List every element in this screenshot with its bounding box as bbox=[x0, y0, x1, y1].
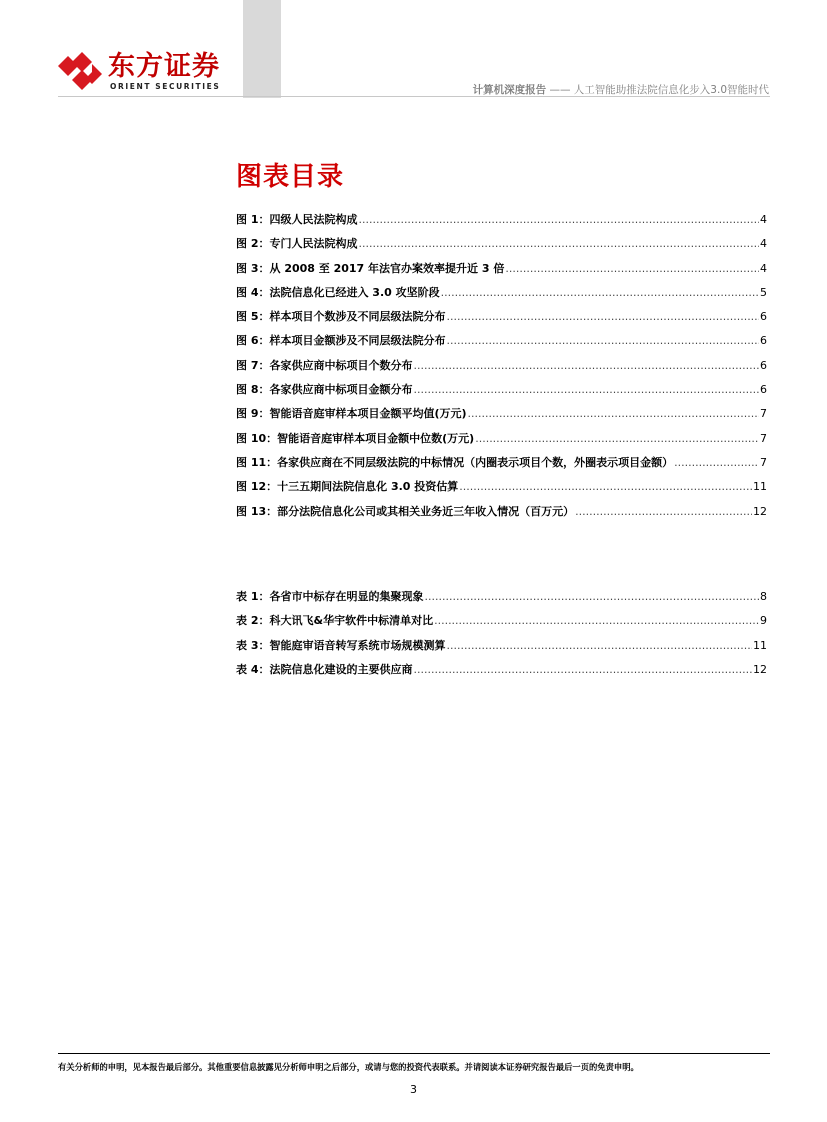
toc-entry-page: 6 bbox=[760, 310, 767, 324]
toc-dot-leader bbox=[468, 407, 759, 420]
toc-entry-page: 6 bbox=[760, 358, 767, 372]
toc-dot-leader bbox=[575, 505, 752, 518]
toc-entry-label: 图 13：部分法院信息化公司或其相关业务近三年收入情况（百万元） bbox=[236, 504, 575, 518]
toc-dot-leader bbox=[459, 480, 752, 493]
toc-entry-label: 图 5：样本项目个数涉及不同层级法院分布 bbox=[236, 310, 446, 324]
toc-entry-page: 12 bbox=[753, 662, 767, 676]
figure-list bbox=[236, 211, 767, 527]
toc-entry-label: 图 10：智能语音庭审样本项目金额中位数(万元) bbox=[236, 431, 475, 445]
toc-entry[interactable] bbox=[236, 454, 767, 478]
toc-entry-label: 图 9：智能语音庭审样本项目金额平均值(万元) bbox=[236, 407, 467, 421]
toc-entry[interactable] bbox=[236, 260, 767, 284]
header-rule bbox=[58, 96, 770, 97]
toc-entry[interactable] bbox=[236, 612, 767, 636]
toc-entry-label: 图 2：专门人民法院构成 bbox=[236, 237, 358, 251]
toc-entry-page: 9 bbox=[760, 614, 767, 628]
footer-disclaimer: 有关分析师的申明，见本报告最后部分。其他重要信息披露见分析师申明之后部分，或请与您的投资代表联系。并请阅读本证券研究报告最后一页的免责申明。 bbox=[58, 1062, 639, 1072]
table-list bbox=[236, 588, 767, 685]
toc-entry[interactable] bbox=[236, 308, 767, 332]
toc-entry-label: 图 4：法院信息化已经进入 3.0 攻坚阶段 bbox=[236, 285, 440, 299]
header-gray-tab bbox=[243, 0, 281, 98]
toc-entry-page: 11 bbox=[753, 638, 767, 652]
toc-entry-page: 11 bbox=[753, 480, 767, 494]
toc-entry-label: 表 3：智能庭审语音转写系统市场规模测算 bbox=[236, 638, 446, 652]
toc-entry[interactable] bbox=[236, 588, 767, 612]
toc-entry[interactable] bbox=[236, 381, 767, 405]
toc-entry[interactable] bbox=[236, 405, 767, 429]
toc-entry-page: 8 bbox=[760, 590, 767, 603]
toc-dot-leader bbox=[505, 262, 759, 275]
toc-entry[interactable] bbox=[236, 430, 767, 454]
brand-name-en: ORIENT SECURITIES bbox=[110, 82, 221, 91]
brand-name-cn: 东方证券 bbox=[108, 51, 220, 82]
report-type: 计算机深度报告 bbox=[472, 84, 547, 96]
page-number: 3 bbox=[410, 1083, 417, 1096]
toc-entry-label: 表 1：各省市中标存在明显的集聚现象 bbox=[236, 590, 424, 603]
toc-entry[interactable] bbox=[236, 637, 767, 661]
header-separator: —— bbox=[546, 84, 574, 96]
toc-entry-page: 7 bbox=[760, 431, 767, 445]
toc-dot-leader bbox=[441, 286, 759, 299]
toc-entry[interactable] bbox=[236, 211, 767, 235]
page-title: 图表目录 bbox=[236, 162, 345, 192]
toc-dot-leader bbox=[446, 310, 759, 323]
toc-entry-label: 图 8：各家供应商中标项目金额分布 bbox=[236, 383, 413, 397]
toc-entry[interactable] bbox=[236, 284, 767, 308]
toc-entry-page: 6 bbox=[760, 334, 767, 348]
footer-rule bbox=[58, 1053, 770, 1054]
toc-dot-leader bbox=[358, 237, 759, 250]
toc-dot-leader bbox=[475, 432, 759, 445]
running-header bbox=[473, 82, 769, 97]
toc-entry-page: 12 bbox=[753, 504, 767, 518]
toc-entry-page: 4 bbox=[760, 237, 767, 251]
toc-entry[interactable] bbox=[236, 661, 767, 685]
report-title: 人工智能助推法院信息化步入3.0智能时代 bbox=[573, 84, 769, 96]
toc-entry-label: 表 2：科大讯飞&华宇软件中标清单对比 bbox=[236, 614, 434, 628]
toc-dot-leader bbox=[413, 359, 759, 372]
toc-entry-page: 4 bbox=[760, 261, 767, 275]
toc-entry[interactable] bbox=[236, 332, 767, 356]
toc-entry-page: 7 bbox=[760, 407, 767, 421]
toc-dot-leader bbox=[358, 213, 759, 226]
toc-entry-label: 图 11：各家供应商在不同层级法院的中标情况（内圈表示项目个数，外圈表示项目金额） bbox=[236, 455, 674, 469]
toc-entry-label: 图 1：四级人民法院构成 bbox=[236, 213, 358, 226]
toc-entry-page: 4 bbox=[760, 213, 767, 226]
toc-entry-page: 7 bbox=[760, 455, 767, 469]
orient-logo-icon bbox=[58, 52, 102, 90]
toc-entry-label: 图 12：十三五期间法院信息化 3.0 投资估算 bbox=[236, 480, 459, 494]
toc-dot-leader bbox=[413, 383, 759, 396]
toc-entry[interactable] bbox=[236, 478, 767, 502]
toc-entry-label: 图 3：从 2008 至 2017 年法官办案效率提升近 3 倍 bbox=[236, 261, 505, 275]
toc-entry-label: 图 6：样本项目金额涉及不同层级法院分布 bbox=[236, 334, 446, 348]
toc-dot-leader bbox=[434, 614, 759, 627]
toc-dot-leader bbox=[674, 456, 759, 469]
toc-entry-page: 6 bbox=[760, 383, 767, 397]
toc-entry[interactable] bbox=[236, 235, 767, 259]
toc-dot-leader bbox=[413, 663, 752, 676]
toc-entry[interactable] bbox=[236, 357, 767, 381]
orient-securities-logo bbox=[58, 52, 228, 92]
toc-dot-leader bbox=[424, 590, 759, 603]
toc-dot-leader bbox=[446, 334, 759, 347]
toc-entry[interactable] bbox=[236, 503, 767, 527]
toc-entry-page: 5 bbox=[760, 285, 767, 299]
toc-entry-label: 图 7：各家供应商中标项目个数分布 bbox=[236, 358, 413, 372]
toc-dot-leader bbox=[446, 639, 752, 652]
toc-entry-label: 表 4：法院信息化建设的主要供应商 bbox=[236, 662, 413, 676]
